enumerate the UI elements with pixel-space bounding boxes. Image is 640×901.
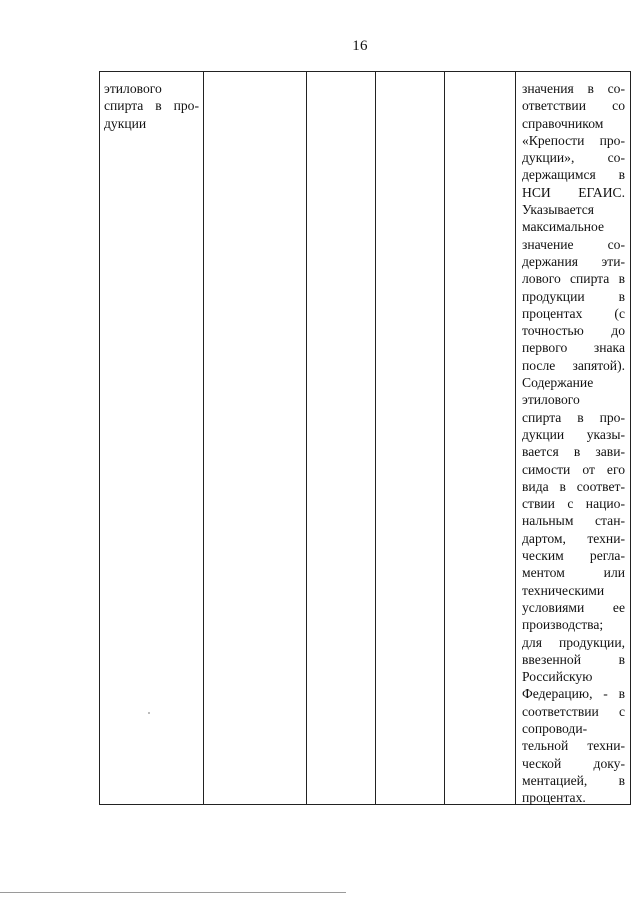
cell-text-line: лового спирта в [522, 271, 625, 287]
cell-text-line: держания эти- [522, 253, 625, 269]
table-cell-parameter-name [104, 80, 199, 132]
cell-text-line: этилового [522, 392, 580, 408]
cell-text-line: первого знака [522, 340, 625, 356]
cell-text-line: Содержание [522, 375, 594, 391]
cell-text-line: ментацией, в [522, 772, 625, 788]
cell-text-line: процентах (с [522, 305, 625, 321]
cell-text-line: вается в зави- [522, 444, 625, 460]
cell-text-line: производства; [522, 617, 604, 633]
cell-text-line: сопроводи- [522, 720, 588, 736]
cell-text-line: дартом, техни- [522, 530, 625, 546]
cell-text-line: ствии с нацио- [522, 496, 625, 512]
cell-text-line: Федерацию, - в [522, 686, 625, 702]
column-border-5 [515, 71, 516, 805]
cell-text-line: Указывается [522, 202, 595, 218]
column-border-3 [375, 71, 376, 805]
cell-text-line: НСИ ЕГАИС. [522, 184, 625, 200]
cell-text-line: после запятой). [522, 357, 625, 373]
cell-text-line: «Крепости про- [522, 132, 625, 148]
cell-text-line: дукции указы- [522, 426, 625, 442]
cell-text-line: тельной техни- [522, 738, 625, 754]
table-cell-description [522, 80, 625, 806]
scan-speck [148, 712, 150, 714]
page-number: 16 [352, 38, 368, 54]
column-border-1 [203, 71, 204, 805]
cell-text-line: спирта в про- [522, 409, 625, 425]
table-top-border [99, 71, 631, 72]
cell-text-line: техническими [522, 582, 605, 598]
cell-text-line: точностью до [522, 323, 625, 339]
cell-text-line: условиями ее [522, 599, 625, 615]
cell-text-line: ческой доку- [522, 755, 625, 771]
cell-text-line: ответствии со [522, 98, 625, 114]
cell-text-line: максимальное [522, 219, 605, 235]
cell-text-line: процентах. [522, 790, 586, 806]
cell-text-line: для продукции, [522, 634, 625, 650]
column-border-2 [306, 71, 307, 805]
cell-text-line: ческим регла- [522, 548, 625, 564]
cell-text-line: продукции в [522, 288, 625, 304]
cell-text-line: нальным стан- [522, 513, 625, 529]
cell-text-line: справочником [522, 115, 604, 131]
column-border-left [99, 71, 100, 805]
cell-text-line: спирта в про- [104, 98, 199, 114]
column-border-4 [444, 71, 445, 805]
scan-edge-line [0, 892, 346, 893]
cell-text-line: соответствии с [522, 703, 625, 719]
cell-text-line: этилового [104, 81, 162, 96]
cell-text-line: значение со- [522, 236, 625, 252]
cell-text-line: вида в соответ- [522, 478, 625, 494]
cell-text-line: ввезенной в [522, 651, 625, 667]
cell-text-line: симости от его [522, 461, 625, 477]
cell-text-line: Российскую [522, 669, 593, 685]
cell-text-line: держащимся в [522, 167, 625, 183]
column-border-right [630, 71, 631, 805]
cell-text-line: значения в со- [522, 81, 625, 96]
cell-text-line: дукции», со- [522, 150, 625, 166]
cell-text-line: дукции [104, 115, 147, 131]
cell-text-line: ментом или [522, 565, 625, 581]
